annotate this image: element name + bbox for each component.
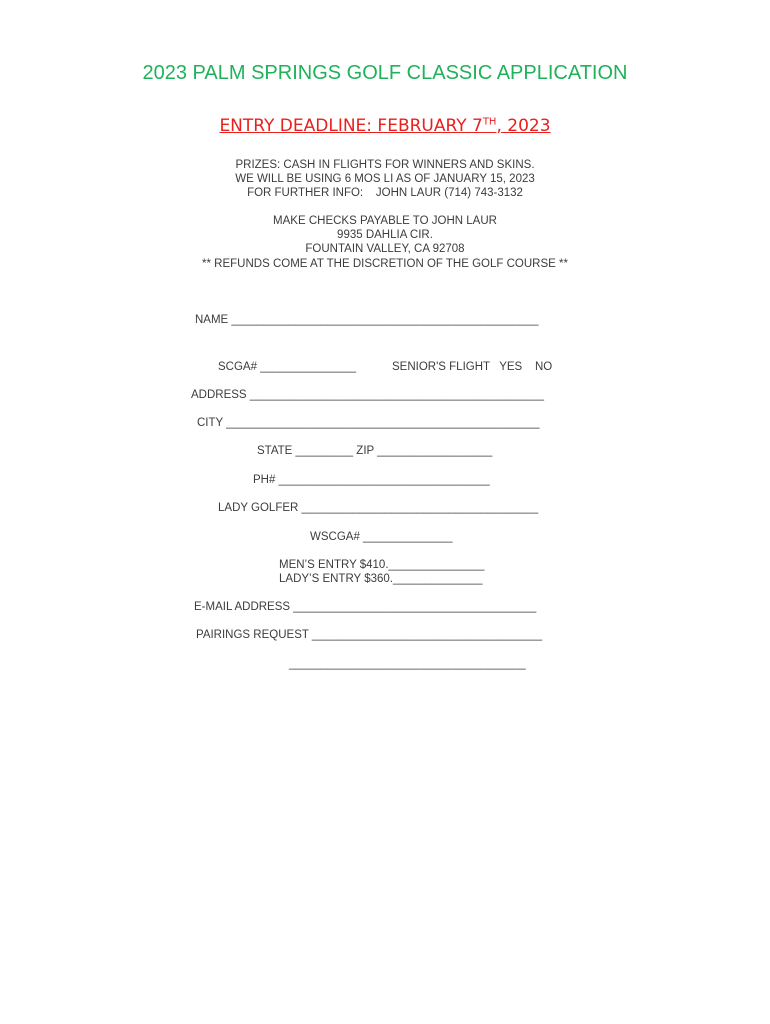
phone-field[interactable]: PH# _________________________________ — [253, 474, 490, 486]
deadline-suffix: , 2023 — [496, 116, 551, 136]
ladys-entry-field[interactable]: LADY’S ENTRY $360.______________ — [279, 573, 483, 585]
address-street-text: 9935 DAHLIA CIR. — [337, 229, 433, 241]
deadline-prefix: ENTRY DEADLINE: FEBRUARY 7 — [219, 116, 483, 136]
name-field[interactable]: NAME ________________________________________________ — [195, 314, 539, 326]
prizes-text: PRIZES: CASH IN FLIGHTS FOR WINNERS AND SKINS. — [235, 159, 535, 171]
page-title: 2023 PALM SPRINGS GOLF CLASSIC APPLICATION — [142, 62, 628, 84]
email-field[interactable]: E-MAIL ADDRESS ______________________________________ — [194, 601, 537, 613]
address-city-text: FOUNTAIN VALLEY, CA 92708 — [305, 243, 465, 255]
mens-entry-field[interactable]: MEN’S ENTRY $410._______________ — [279, 559, 485, 571]
address-field[interactable]: ADDRESS ______________________________________________ — [191, 389, 544, 401]
scga-field[interactable]: SCGA# _______________ — [218, 361, 357, 373]
mos-li-text: WE WILL BE USING 6 MOS LI AS OF JANUARY 15, 2023 — [235, 173, 535, 185]
pairings-request-line2[interactable]: _____________________________________ — [289, 658, 526, 670]
lady-golfer-field[interactable]: LADY GOLFER _____________________________________ — [218, 502, 539, 514]
wscga-field[interactable]: WSCGA# ______________ — [310, 531, 453, 543]
checks-payable-text: MAKE CHECKS PAYABLE TO JOHN LAUR — [273, 215, 497, 227]
city-field[interactable]: CITY _________________________________________________ — [197, 417, 540, 429]
pairings-request-field[interactable]: PAIRINGS REQUEST ____________________________________ — [196, 629, 543, 641]
refunds-note: ** REFUNDS COME AT THE DISCRETION OF THE GOLF COURSE ** — [202, 258, 568, 270]
entry-deadline — [0, 116, 770, 136]
state-zip-field[interactable]: STATE _________ ZIP __________________ — [257, 445, 493, 457]
further-info-text: FOR FURTHER INFO: JOHN LAUR (714) 743-3132 — [247, 187, 523, 199]
seniors-flight-option[interactable]: SENIOR'S FLIGHT YES NO — [392, 361, 553, 373]
deadline-superscript: TH — [482, 116, 497, 128]
